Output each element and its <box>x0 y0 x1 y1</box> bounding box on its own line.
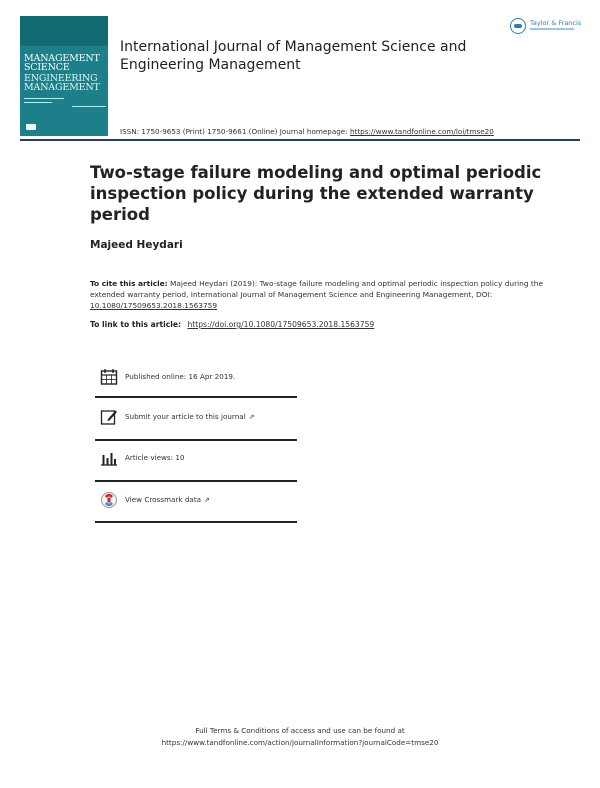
journal-homepage-link[interactable]: https://www.tandfonline.com/loi/tmse20 <box>349 127 494 136</box>
article-doi-link[interactable]: https://doi.org/10.1080/17509653.2018.1563759 <box>187 320 375 329</box>
crossmark-icon <box>100 491 118 509</box>
article-views-row[interactable] <box>100 449 300 467</box>
footer-terms-text: Full Terms & Conditions of access and use can be found at <box>195 726 405 735</box>
cover-title-line3: ENGINEERING <box>24 73 98 84</box>
info-divider <box>95 396 297 398</box>
info-divider <box>95 439 297 441</box>
journal-title: International Journal of Management Science and Engineering Management <box>120 39 467 73</box>
edit-icon <box>100 408 118 426</box>
cover-publisher-logo-icon <box>26 124 36 130</box>
cite-text: Majeed Heydari (2019): Two-stage failure modeling and optimal periodic inspection policy during the extended warranty period, International Journal of Management Science and Engineering Management, DOI: <box>90 279 544 299</box>
issn-line <box>120 127 494 136</box>
cover-title-line2: SCIENCE <box>24 62 70 73</box>
article-title: Two-stage failure modeling and optimal periodic inspection policy during the extended warranty period <box>90 163 542 224</box>
submit-article-row[interactable] <box>100 408 300 426</box>
publisher-logo[interactable] <box>510 16 590 40</box>
external-link-icon: ⇗ <box>204 496 210 504</box>
footer-terms-link[interactable]: https://www.tandfonline.com/action/journalInformation?journalCode=tmse20 <box>161 738 439 747</box>
info-divider <box>95 480 297 482</box>
link-label: To link to this article: <box>90 320 182 329</box>
header-divider <box>20 139 580 141</box>
cover-title-line4: MANAGEMENT <box>24 82 100 93</box>
published-date: Published online: 16 Apr 2019. <box>125 372 236 381</box>
published-row <box>100 368 300 386</box>
taylor-francis-logo-icon <box>510 18 526 34</box>
issn-text: ISSN: 1750-9653 (Print) 1750-9661 (Online) Journal homepage: <box>120 127 348 136</box>
crossmark-link[interactable]: View Crossmark data <box>125 495 202 504</box>
crossmark-row[interactable] <box>100 491 300 509</box>
publisher-name: Taylor & Francis <box>530 19 582 27</box>
cover-title-line1: MANAGEMENT <box>24 53 100 64</box>
article-views: Article views: 10 <box>125 453 185 462</box>
calendar-icon <box>100 368 118 386</box>
submit-article-link[interactable]: Submit your article to this journal <box>125 412 246 421</box>
info-divider <box>95 521 297 523</box>
author-name: Majeed Heydari <box>90 239 183 251</box>
journal-cover-image <box>20 16 108 136</box>
cite-doi-link[interactable]: 10.1080/17509653.2018.1563759 <box>90 301 218 310</box>
cite-label: To cite this article: <box>90 279 168 288</box>
external-link-icon: ⇗ <box>248 413 255 421</box>
bar-chart-icon <box>100 449 118 467</box>
citation-block <box>90 278 560 311</box>
article-link-line <box>90 320 374 329</box>
